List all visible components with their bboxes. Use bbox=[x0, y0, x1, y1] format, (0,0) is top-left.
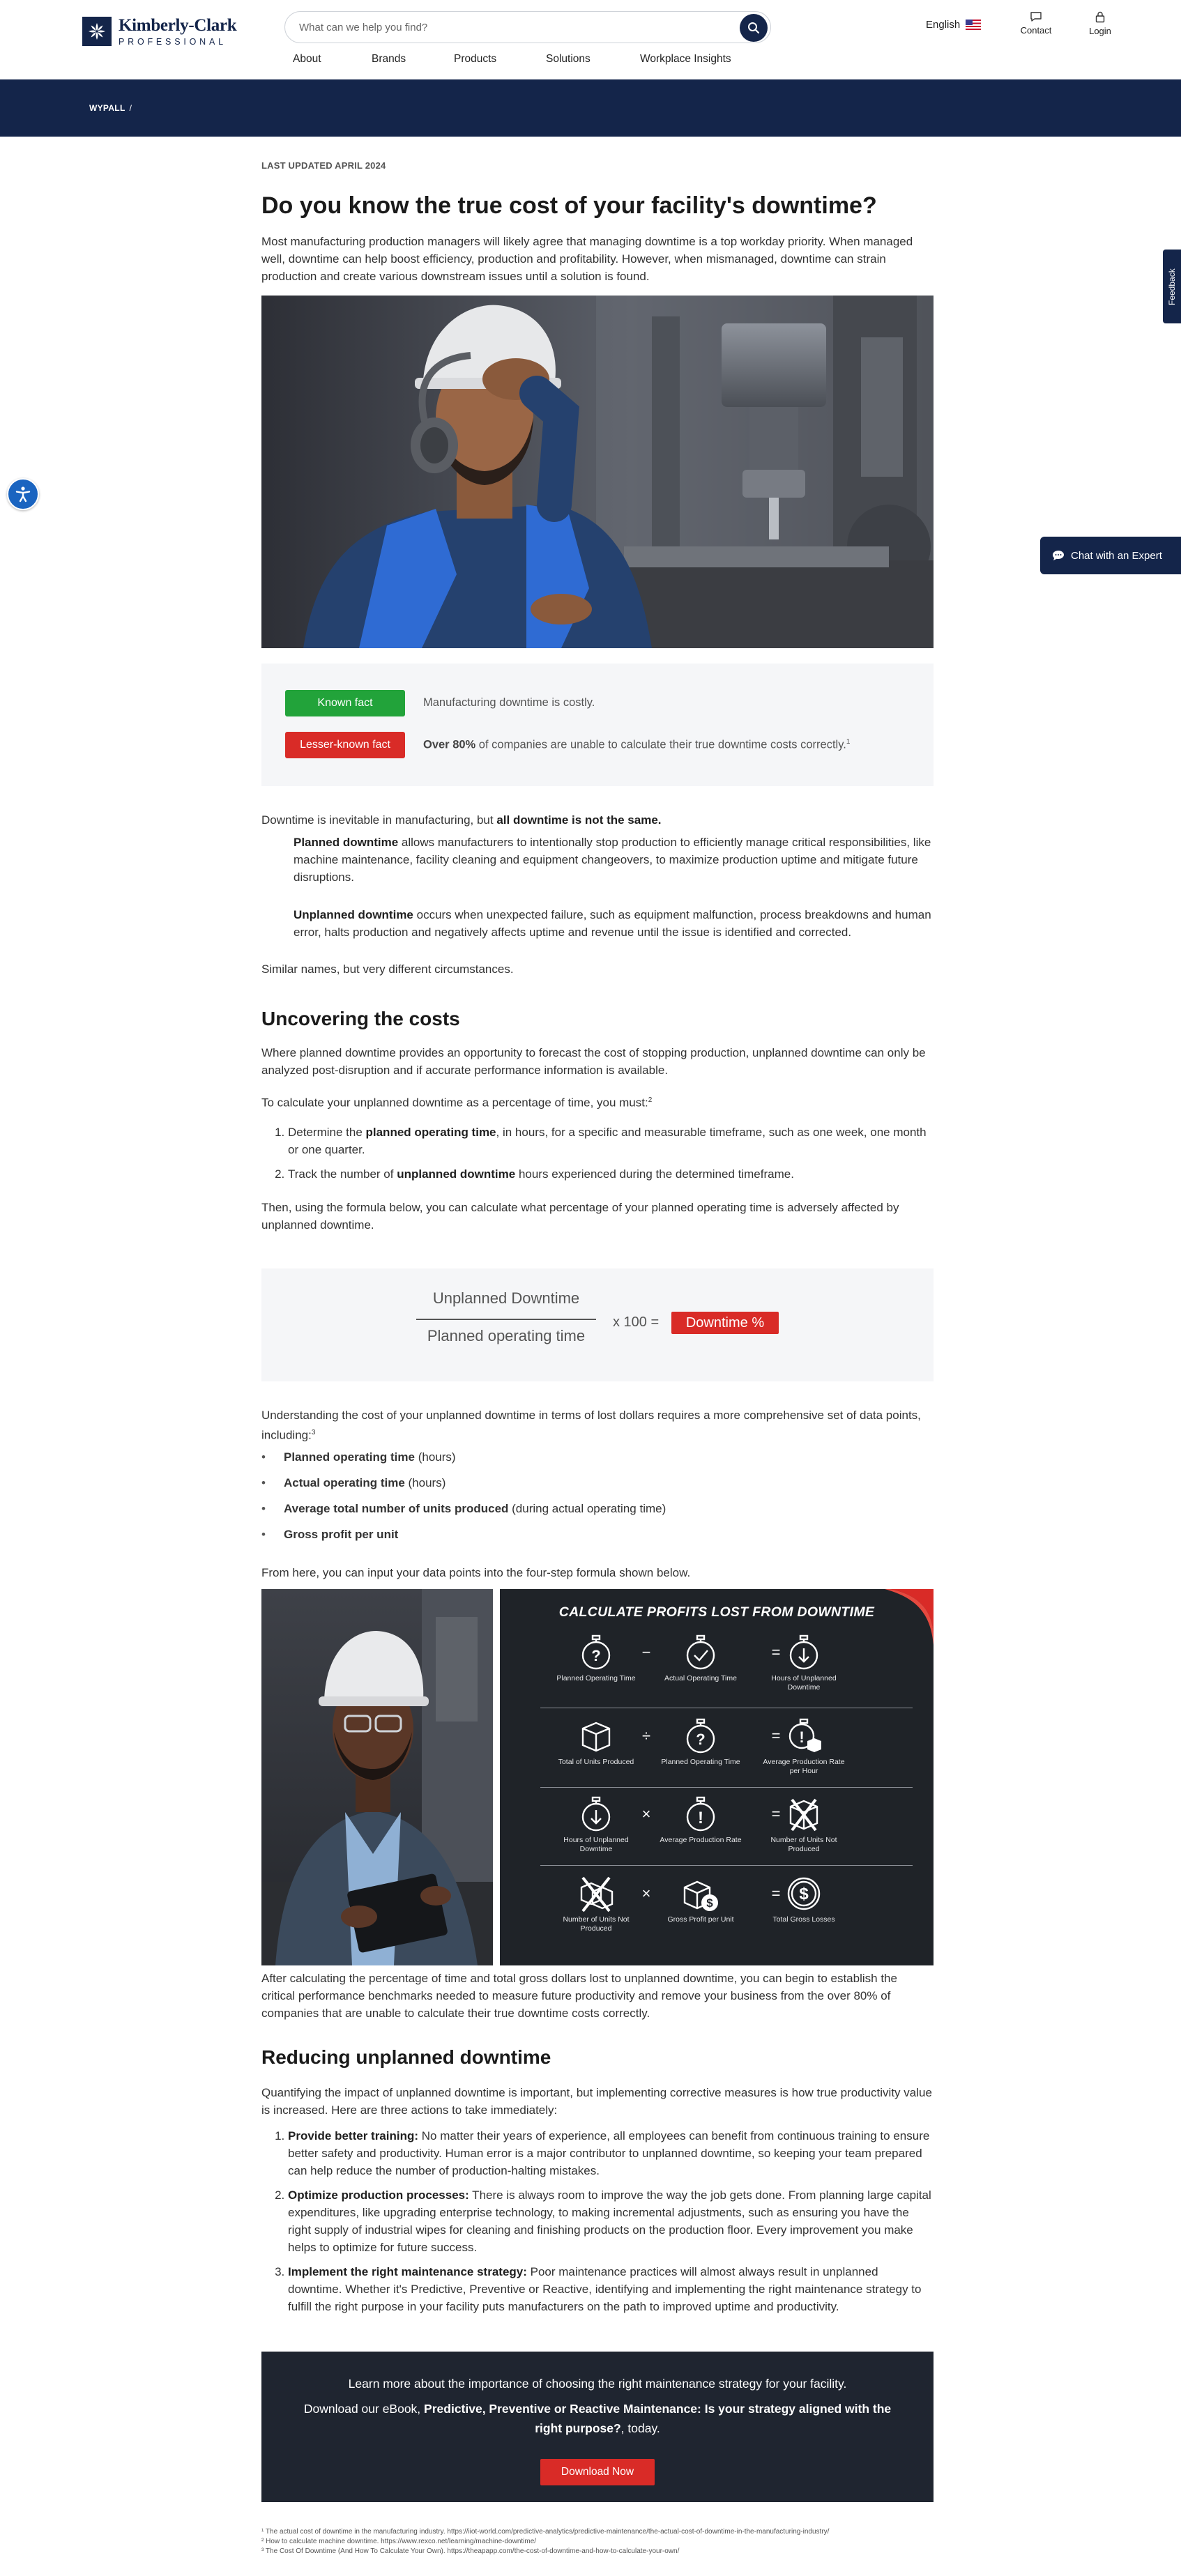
accessibility-button[interactable] bbox=[7, 478, 39, 510]
inevitable-paragraph bbox=[261, 811, 934, 829]
lock-icon bbox=[1095, 11, 1105, 23]
formula-numerator: Unplanned Downtime bbox=[432, 1289, 580, 1307]
hero-image-worker-drill-press bbox=[261, 296, 934, 648]
data-point-post: (hours) bbox=[414, 1450, 456, 1464]
section-heading-uncovering-costs: Uncovering the costs bbox=[261, 1008, 460, 1029]
data-point-item bbox=[261, 1500, 934, 1517]
action-title: Implement the right maintenance strategy: bbox=[288, 2265, 527, 2278]
planned-downtime-term: Planned downtime bbox=[294, 836, 399, 849]
data-point-bold: Actual operating time bbox=[284, 1476, 405, 1489]
known-fact-badge: Known fact bbox=[285, 690, 405, 716]
formula-intro-paragraph: Then, using the formula below, you can calculate what percentage of your planned operating time is adversely affected by unplanned downtime. bbox=[261, 1201, 899, 1232]
breadcrumb-separator: / bbox=[129, 103, 132, 113]
infographic-row bbox=[500, 1717, 934, 1794]
svg-text:$: $ bbox=[799, 1885, 809, 1903]
infographic-operator: ÷ bbox=[641, 1727, 651, 1745]
box-icon bbox=[577, 1717, 615, 1755]
infographic-term-label: Actual Operating Time bbox=[664, 1674, 737, 1682]
data-point-item bbox=[261, 1448, 934, 1466]
breadcrumb-wypall[interactable]: WYPALL bbox=[89, 103, 125, 113]
infographic-term-label: Average Production Rate per Hour bbox=[763, 1758, 845, 1775]
cta-ebook-title: Predictive, Preventive or Reactive Maintenance: Is your strategy aligned with the right purpose? bbox=[424, 2402, 892, 2435]
footnote-ref-3[interactable]: 3 bbox=[311, 1429, 316, 1436]
infographic-title: CALCULATE PROFITS LOST FROM DOWNTIME bbox=[558, 1604, 875, 1620]
data-point-bold: Planned operating time bbox=[284, 1450, 415, 1464]
svg-text:?: ? bbox=[591, 1647, 601, 1664]
step-text-pre: Track the number of bbox=[288, 1167, 397, 1181]
action-text: No matter their years of experience, all employees can benefit from continuous training to ensure better safety and productivity. Human error is a major contributor to unplanned downtime, so keeping your team prepared can help reduce the number of production-halting mistakes. bbox=[288, 2129, 930, 2177]
calculate-intro-text: To calculate your unplanned downtime as a percentage of time, you must: bbox=[261, 1096, 648, 1110]
action-item bbox=[288, 2186, 934, 2256]
crossed-box-icon bbox=[785, 1795, 823, 1833]
nav-products[interactable]: Products bbox=[454, 53, 497, 65]
action-title: Provide better training: bbox=[288, 2129, 419, 2142]
exclamation-box-stopwatch-icon bbox=[785, 1717, 823, 1755]
downtime-formula-box bbox=[261, 1268, 934, 1381]
us-flag-icon bbox=[966, 20, 981, 30]
svg-text:!: ! bbox=[799, 1728, 805, 1746]
nav-solutions[interactable]: Solutions bbox=[546, 53, 590, 65]
infographic-term bbox=[659, 1795, 742, 1845]
infographic-equals: = bbox=[771, 1727, 781, 1745]
kimberly-clark-logo[interactable] bbox=[82, 17, 236, 47]
chat-bubble-icon bbox=[1030, 11, 1042, 22]
infographic-term bbox=[659, 1875, 742, 1924]
login-label: Login bbox=[1089, 26, 1111, 36]
nav-about[interactable]: About bbox=[293, 53, 321, 65]
similar-names-paragraph: Similar names, but very different circumstances. bbox=[261, 963, 514, 976]
arrow-down-stopwatch-icon bbox=[785, 1634, 823, 1671]
download-now-button[interactable]: Download Now bbox=[540, 2459, 655, 2485]
infographic-operator: − bbox=[641, 1643, 651, 1661]
action-text: Poor maintenance practices will almost always result in unplanned downtime. Whether it's Predictive, Preventive or Reactive, identifying and implementing the right maintenance strategy to fulfill the right purpose in your facility puts manufacturers on the path to improved uptime and productivity. bbox=[288, 2265, 922, 2313]
check-stopwatch-icon bbox=[682, 1634, 719, 1671]
formula-multiplier: x 100 = bbox=[613, 1314, 660, 1330]
cta-headline: Learn more about the importance of choosing the right maintenance strategy for your facility. bbox=[348, 2377, 847, 2391]
four-step-intro: From here, you can input your data points into the four-step formula shown below. bbox=[261, 1566, 691, 1579]
logo-flower-icon bbox=[82, 17, 112, 46]
calculate-step bbox=[288, 1165, 934, 1183]
exclamation-stopwatch-icon bbox=[682, 1795, 719, 1833]
infographic-term-label: Average Production Rate bbox=[660, 1836, 742, 1844]
data-point-bold: Gross profit per unit bbox=[284, 1528, 399, 1541]
footnotes bbox=[261, 2527, 934, 2556]
infographic-equals: = bbox=[771, 1885, 781, 1902]
infographic-term-label: Number of Units Not Produced bbox=[770, 1836, 837, 1853]
arrow-down-stopwatch-icon bbox=[577, 1795, 615, 1833]
formula-denominator: Planned operating time bbox=[427, 1327, 586, 1344]
infographic-term-label: Total Gross Losses bbox=[772, 1915, 835, 1924]
infographic-term-label: Planned Operating Time bbox=[661, 1758, 740, 1766]
infographic-equals: = bbox=[771, 1805, 781, 1823]
infographic-term-label: Gross Profit per Unit bbox=[667, 1915, 734, 1924]
search-button[interactable] bbox=[740, 14, 768, 42]
infographic-row bbox=[500, 1795, 934, 1872]
inevitable-bold: all downtime is not the same. bbox=[496, 813, 662, 827]
infographic-term-label: Hours of Unplanned Downtime bbox=[563, 1836, 629, 1853]
crossed-boxes-icon bbox=[577, 1875, 615, 1912]
accessibility-icon bbox=[14, 485, 32, 503]
infographic-term-label: Total of Units Produced bbox=[558, 1758, 634, 1766]
cta-text-pre: Download our eBook, bbox=[303, 2402, 425, 2416]
language-selector[interactable] bbox=[926, 19, 981, 31]
site-header bbox=[0, 0, 1181, 79]
dollar-circle-icon bbox=[785, 1875, 823, 1912]
infographic-term bbox=[554, 1875, 638, 1933]
chat-icon bbox=[1051, 549, 1065, 562]
lesser-known-fact-text bbox=[423, 738, 850, 752]
profits-lost-infographic bbox=[500, 1589, 934, 1965]
data-points-intro-text: Understanding the cost of your unplanned downtime in terms of lost dollars requires a more comprehensive set of data points, including: bbox=[261, 1409, 921, 1442]
question-stopwatch-icon bbox=[682, 1717, 719, 1755]
formula-result-badge: Downtime % bbox=[671, 1312, 779, 1334]
infographic-term bbox=[659, 1717, 742, 1767]
planned-downtime-text: allows manufacturers to intentionally stop production to efficiently manage critical responsibilities, like machine maintenance, facility cleaning and equipment changeovers, to maximize production uptime and mitigate future disruptions. bbox=[294, 836, 931, 884]
infographic-term bbox=[554, 1634, 638, 1683]
action-text: There is always room to improve the way the job gets done. From planning large capital expenditures, like upgrading enterprise technology, to making incremental adjustments, such as ensuring you have the right supply of industrial wipes for cleaning and finishing products on the production floor. Every improvement you make helps to optimize for future success. bbox=[288, 2188, 931, 2254]
data-point-item bbox=[261, 1526, 934, 1543]
calculate-step bbox=[288, 1124, 934, 1158]
worker-with-tablet-image bbox=[261, 1589, 493, 1965]
search-input[interactable] bbox=[299, 18, 717, 36]
data-points-list bbox=[261, 1448, 934, 1551]
lesser-known-fact-badge: Lesser-known fact bbox=[285, 732, 405, 758]
known-fact-text: Manufacturing downtime is costly. bbox=[423, 696, 595, 709]
footnote-ref-2[interactable]: 2 bbox=[648, 1096, 653, 1104]
infographic-divider bbox=[540, 1787, 913, 1788]
box-dollar-icon bbox=[682, 1875, 719, 1912]
facts-box bbox=[261, 664, 934, 786]
cta-text-post: , today. bbox=[620, 2421, 660, 2435]
reducing-paragraph: Quantifying the impact of unplanned downtime is important, but implementing corrective measures is how true productivity value is increased. Here are three actions to take immediately: bbox=[261, 2086, 932, 2117]
step-text-bold: unplanned downtime bbox=[397, 1167, 516, 1181]
infographic-row bbox=[500, 1875, 934, 1952]
step-text-post: , in hours, for a specific and measurable timeframe, such as one week, one month or one quarter. bbox=[288, 1126, 927, 1156]
step-text-post: hours experienced during the determined timeframe. bbox=[515, 1167, 794, 1181]
infographic-term-label: Number of Units Not Produced bbox=[563, 1915, 630, 1933]
infographic-term bbox=[762, 1634, 846, 1692]
feedback-tab[interactable] bbox=[1163, 250, 1181, 323]
login-link[interactable] bbox=[1079, 11, 1121, 36]
feedback-label: Feedback bbox=[1167, 268, 1177, 305]
main-nav bbox=[0, 53, 1181, 74]
action-item bbox=[288, 2263, 934, 2315]
infographic-term bbox=[762, 1795, 846, 1854]
infographic-equals: = bbox=[771, 1643, 781, 1661]
breadcrumb-bar bbox=[0, 79, 1181, 137]
actions-list bbox=[288, 2127, 934, 2315]
data-point-post: (hours) bbox=[404, 1476, 446, 1489]
calculate-steps-list bbox=[288, 1124, 934, 1183]
search-icon bbox=[747, 22, 760, 34]
infographic-operator: × bbox=[641, 1885, 651, 1902]
action-item bbox=[288, 2127, 934, 2179]
lesser-fact-bold: Over 80% bbox=[423, 738, 476, 751]
unplanned-downtime-text: occurs when unexpected failure, such as equipment malfunction, process breakdowns and human error, halts production and negatively affects uptime and revenue until the issue is identified and corrected. bbox=[294, 908, 931, 939]
infographic-divider bbox=[540, 1865, 913, 1866]
step-text-pre: Determine the bbox=[288, 1126, 366, 1139]
data-points-intro bbox=[261, 1406, 934, 1444]
nav-workplace-insights[interactable]: Workplace Insights bbox=[640, 53, 731, 65]
intro-paragraph: Most manufacturing production managers will likely agree that managing downtime is a top workday priority. When managed well, downtime can help boost efficiency, production and profitability. However, when mismanaged, downtime can strain production and create various downstream issues until a solution is found. bbox=[261, 235, 913, 283]
ebook-cta-banner bbox=[261, 2352, 934, 2502]
search-bar bbox=[284, 11, 771, 43]
footnote-ref-1[interactable]: 1 bbox=[846, 738, 851, 746]
svg-text:?: ? bbox=[696, 1731, 706, 1748]
infographic-term bbox=[659, 1634, 742, 1683]
infographic-term bbox=[554, 1717, 638, 1767]
logo-name: Kimberly-Clark bbox=[119, 16, 237, 35]
infographic-term-label: Planned Operating Time bbox=[556, 1674, 636, 1682]
chat-label: Chat with an Expert bbox=[1071, 549, 1162, 562]
language-label: English bbox=[926, 19, 961, 31]
data-point-bold: Average total number of units produced bbox=[284, 1502, 509, 1515]
cta-description bbox=[303, 2399, 892, 2438]
breadcrumb bbox=[89, 103, 132, 113]
lesser-fact-rest: of companies are unable to calculate their true downtime costs correctly. bbox=[475, 738, 846, 751]
question-stopwatch-icon bbox=[577, 1634, 615, 1671]
footnote-3[interactable]: ³ The Cost Of Downtime (And How To Calculate Your Own). https://theapapp.com/the-cost-of-downtime-and-how-to-calculate-your-own/ bbox=[261, 2547, 680, 2555]
calculate-intro bbox=[261, 1091, 934, 1112]
action-title: Optimize production processes: bbox=[288, 2188, 469, 2202]
chat-with-expert-button[interactable] bbox=[1040, 537, 1181, 574]
page-title: Do you know the true cost of your facility's downtime? bbox=[261, 192, 877, 219]
contact-label: Contact bbox=[1020, 25, 1052, 36]
costs-paragraph: Where planned downtime provides an opportunity to forecast the cost of stopping production, unplanned downtime can only be analyzed post-disruption and if accurate performance information is available. bbox=[261, 1046, 926, 1077]
contact-link[interactable] bbox=[1015, 11, 1057, 36]
step-text-bold: planned operating time bbox=[365, 1126, 496, 1139]
data-point-item bbox=[261, 1474, 934, 1492]
planned-downtime-paragraph bbox=[294, 834, 934, 886]
infographic-operator: × bbox=[641, 1805, 651, 1823]
unplanned-downtime-term: Unplanned downtime bbox=[294, 908, 413, 921]
after-calculating-paragraph: After calculating the percentage of time and total gross dollars lost to unplanned downtime, you can begin to establish the critical performance benchmarks needed to measure future productivity and remove your business from the over 80% of companies that are unable to calculate their true downtime costs correctly. bbox=[261, 1972, 897, 2020]
inevitable-text: Downtime is inevitable in manufacturing, but bbox=[261, 813, 497, 827]
infographic-term bbox=[762, 1717, 846, 1776]
infographic-term-label: Hours of Unplanned Downtime bbox=[771, 1674, 837, 1692]
svg-text:!: ! bbox=[698, 1809, 703, 1827]
infographic-term bbox=[554, 1795, 638, 1854]
formula-fraction-bar bbox=[416, 1319, 596, 1320]
data-point-post: (during actual operating time) bbox=[508, 1502, 666, 1515]
nav-brands[interactable]: Brands bbox=[372, 53, 406, 65]
last-updated: LAST UPDATED APRIL 2024 bbox=[261, 160, 386, 171]
footnote-2[interactable]: ² How to calculate machine downtime. https://www.rexco.net/learning/machine-downtime/ bbox=[261, 2538, 537, 2545]
formula-image-row bbox=[261, 1589, 934, 1965]
infographic-row bbox=[500, 1634, 934, 1710]
logo-subtitle: PROFESSIONAL bbox=[119, 37, 227, 47]
svg-text:$: $ bbox=[706, 1896, 713, 1910]
section-heading-reducing-downtime: Reducing unplanned downtime bbox=[261, 2046, 551, 2068]
unplanned-downtime-paragraph bbox=[294, 906, 934, 941]
footnote-1[interactable]: ¹ The actual cost of downtime in the manufacturing industry. https://iiot-world.com/predictive-analytics/predictive-maintenance/the-actual-cost-of-downtime-in-the-manufacturing-industry/ bbox=[261, 2528, 830, 2536]
